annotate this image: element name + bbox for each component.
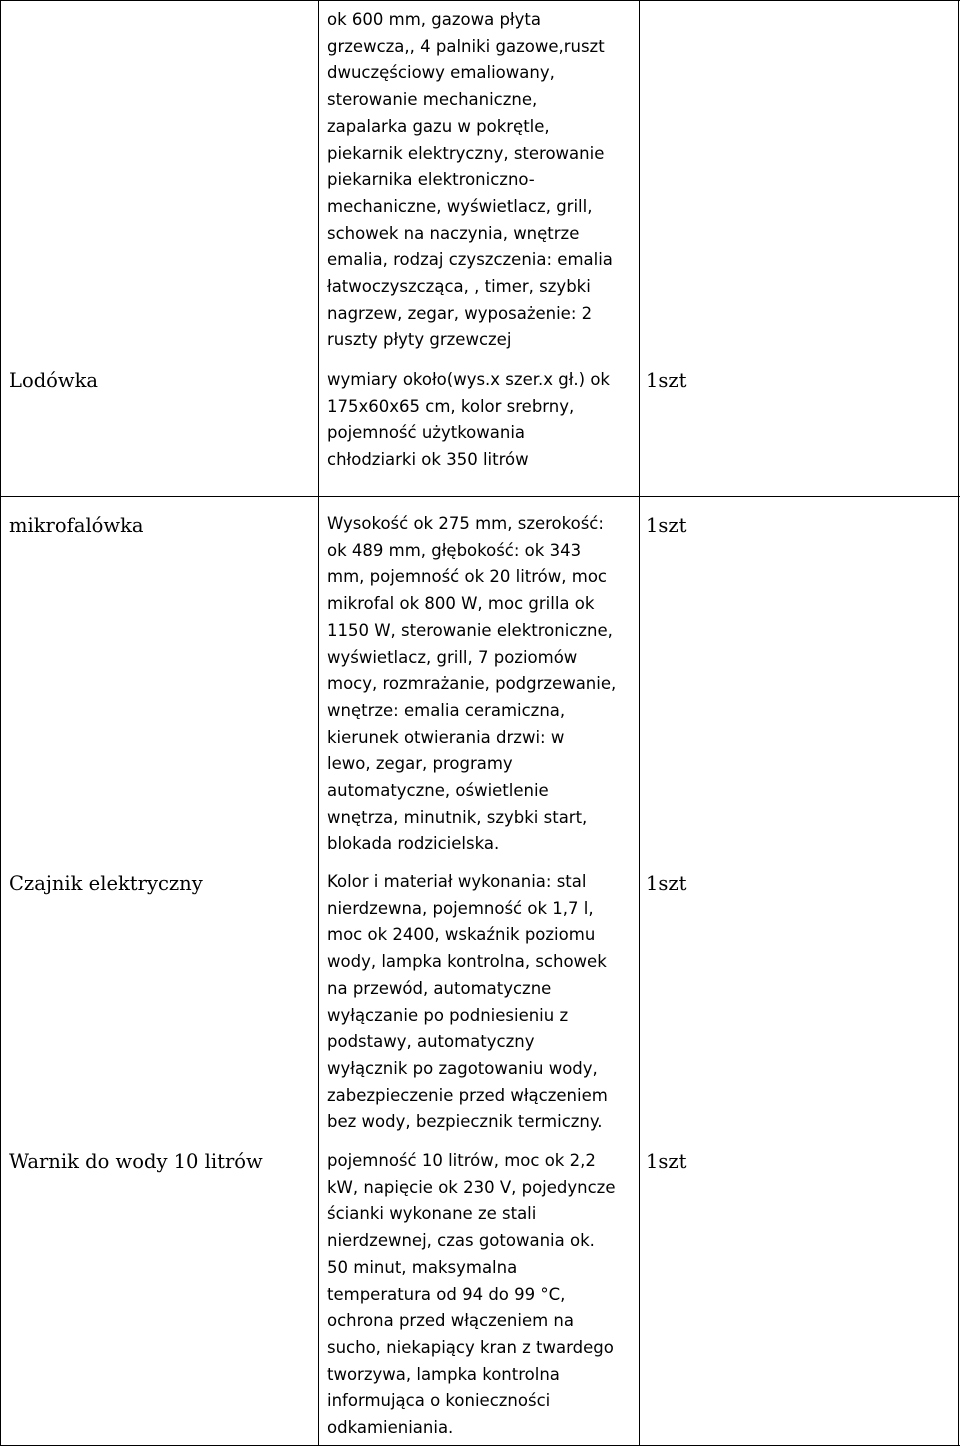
- item-name: Czajnik elektryczny: [9, 872, 203, 895]
- item-description: wymiary około(wys.x szer.x gł.) ok 175x60x65 cm, kolor srebrny, pojemność użytkowania chłodziarki ok 350 litrów: [327, 370, 610, 470]
- table-border-left: [0, 0, 1, 1446]
- item-description: Kolor i materiał wykonania: stal nierdzewna, pojemność ok 1,7 l, moc ok 2400, wskaźnik poziomu wody, lampka kontrolna, schowek na przewód, automatyczne wyłączanie po podniesieniu z podstawy, automatyczny wyłącznik po zagotowaniu wody, zabezpieczenie przed włączeniem bez wody, bezpiecznik termiczny.: [327, 872, 608, 1132]
- item-quantity: 1szt: [646, 872, 687, 895]
- column-divider-1: [318, 0, 319, 1446]
- table-border-right: [958, 0, 959, 1446]
- item-quantity: 1szt: [646, 1150, 687, 1173]
- item-description: Wysokość ok 275 mm, szerokość: ok 489 mm, głębokość: ok 343 mm, pojemność ok 20 litrów, moc mikrofal ok 800 W, moc grilla ok 1150 W, sterowanie elektroniczne, wyświetlacz, grill, 7 poziomów mocy, rozmrażanie, podgrzewanie, wnętrze: emalia ceramiczna, kierunek otwierania drzwi: w lewo, zegar, programy automatyczne, oświetlenie wnętrza, minutnik, szybki start, blokada rodzicielska.: [327, 514, 617, 854]
- column-divider-2: [639, 0, 640, 1446]
- item-name: Warnik do wody 10 litrów: [9, 1150, 263, 1173]
- table-border-top: [0, 0, 960, 1]
- item-name: mikrofalówka: [9, 514, 144, 537]
- item-description: ok 600 mm, gazowa płyta grzewcza,, 4 palniki gazowe,ruszt dwuczęściowy emaliowany, sterowanie mechaniczne, zapalarka gazu w pokrętle, piekarnik elektryczny, sterowanie piekarnika elektroniczno- mechaniczne, wyświetlacz, grill, schowek na naczynia, wnętrze emalia, rodzaj czyszczenia: emalia łatwoczyszcząca, , timer, szybki nagrzew, zegar, wyposażenie: 2 ruszty płyty grzewczej: [327, 10, 613, 350]
- table-border-bottom: [0, 1445, 960, 1446]
- item-description: pojemność 10 litrów, moc ok 2,2 kW, napięcie ok 230 V, pojedyncze ścianki wykonane ze stali nierdzewnej, czas gotowania ok. 50 minut, maksymalna temperatura od 94 do 99 °C, ochrona przed włączeniem na sucho, niekapiący kran z twardego tworzywa, lampka kontrolna informująca o konieczności odkamieniania.: [327, 1151, 616, 1438]
- item-name: Lodówka: [9, 369, 99, 392]
- item-quantity: 1szt: [646, 369, 687, 392]
- item-quantity: 1szt: [646, 514, 687, 537]
- row-divider: [0, 496, 960, 497]
